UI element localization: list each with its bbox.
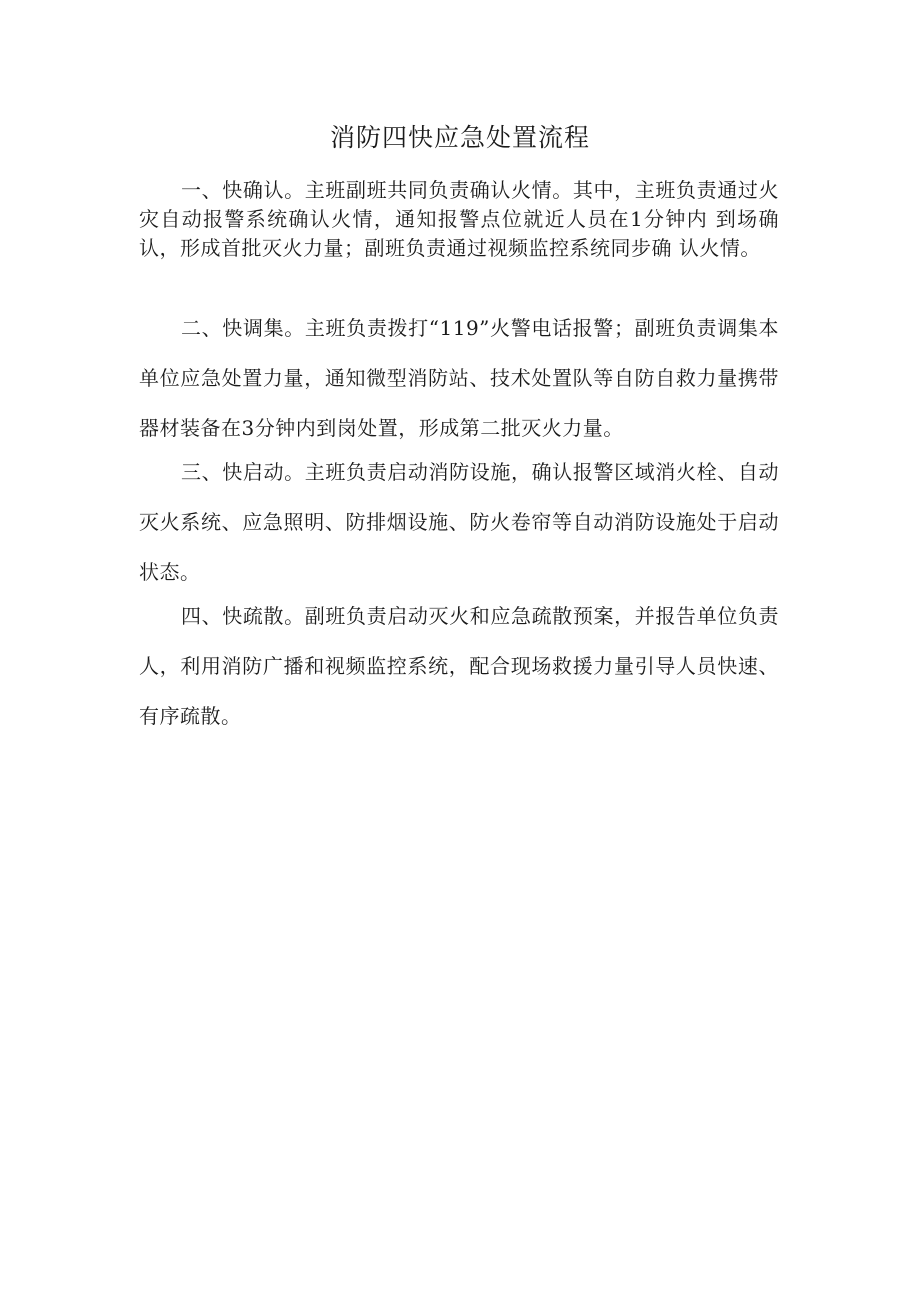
document-title: 消防四快应急处置流程 (329, 123, 590, 152)
paragraph-confirm: 一、快确认。主班副班共同负责确认火情。其中，主班负责通过火灾自动报警系统确认火情，通知报警点位就近人员在1分钟内 到场确认，形成首批灭火力量；副班负责通过视频监控系统同步确 认火情。 (139, 178, 779, 260)
paragraph-evacuate: 四、快疏散。副班负责启动灭火和应急疏散预案，并报告单位负责人，利用消防广播和视频监控系统，配合现场救援力量引导人员快速、有序疏散。 (139, 604, 779, 728)
paragraph-activate: 三、快启动。主班负责启动消防设施，确认报警区域消火栓、自动灭火系统、应急照明、防排烟设施、防火卷帘等自动消防设施处于启动状态。 (139, 460, 779, 584)
paragraph-mobilize: 二、快调集。主班负责拨打“119”火警电话报警；副班负责调集本单位应急处置力量，通知微型消防站、技术处置队等自防自救力量携带器材装备在3分钟内到岗处置，形成第二批灭火力量。 (139, 316, 779, 440)
